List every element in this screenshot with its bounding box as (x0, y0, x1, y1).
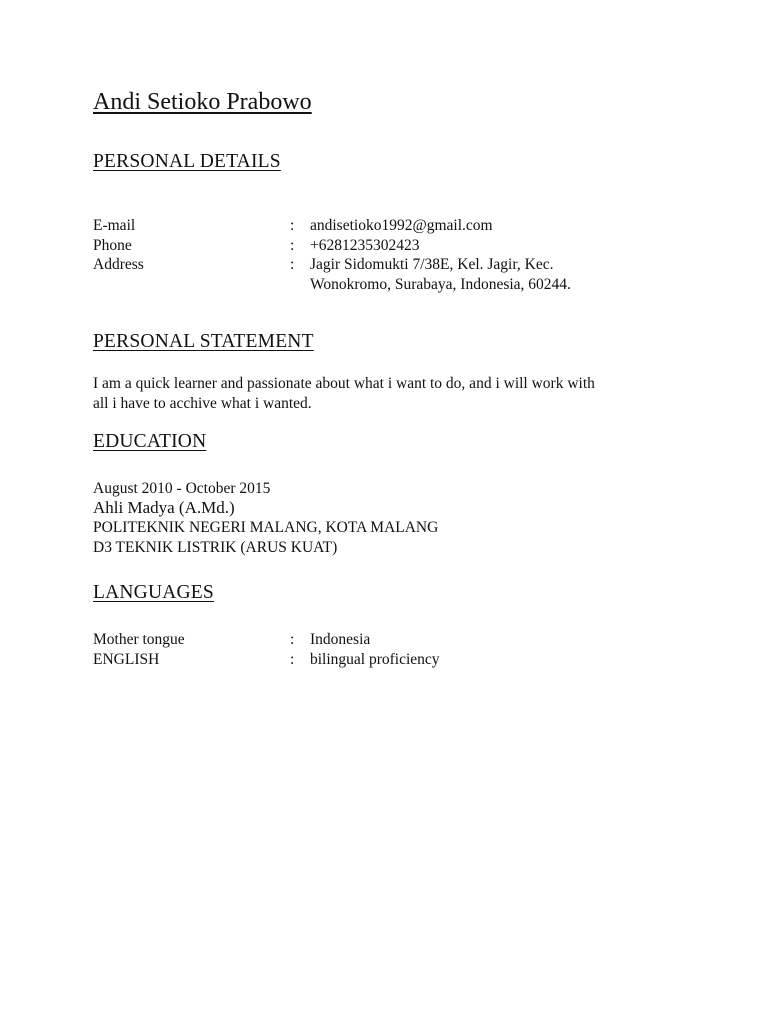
candidate-name: Andi Setioko Prabowo (93, 89, 312, 115)
mother-tongue-separator: : (290, 631, 295, 648)
phone-value: +6281235302423 (310, 236, 420, 254)
education-program: D3 TEKNIK LISTRIK (ARUS KUAT) (93, 539, 338, 556)
address-value-line2: Wonokromo, Surabaya, Indonesia, 60244. (310, 275, 571, 293)
address-separator: : (290, 256, 295, 273)
mother-tongue-value: Indonesia (310, 631, 371, 648)
personal-statement-line1: I am a quick learner and passionate about what i want to do, and i will work with (93, 375, 595, 392)
education-heading: EDUCATION (93, 431, 207, 452)
address-label: Address (93, 256, 144, 273)
personal-details-heading: PERSONAL DETAILS (93, 151, 281, 172)
phone-row (93, 236, 713, 256)
education-institution: POLITEKNIK NEGERI MALANG, KOTA MALANG (93, 519, 439, 536)
education-degree: Ahli Madya (A.Md.) (93, 498, 235, 517)
language-row-english (93, 650, 713, 670)
personal-statement-heading: PERSONAL STATEMENT (93, 331, 314, 352)
english-separator: : (290, 650, 295, 668)
education-period: August 2010 - October 2015 (93, 480, 271, 497)
address-row-continued (93, 275, 713, 295)
english-value: bilingual proficiency (310, 650, 440, 668)
english-label: ENGLISH (93, 650, 160, 668)
address-value-line1: Jagir Sidomukti 7/38E, Kel. Jagir, Kec. (310, 256, 554, 273)
email-label: E-mail (93, 217, 136, 234)
personal-statement-line2: all i have to acchive what i wanted. (93, 394, 312, 412)
mother-tongue-label: Mother tongue (93, 631, 185, 648)
phone-separator: : (290, 236, 295, 254)
email-value: andisetioko1992@gmail.com (310, 217, 493, 234)
phone-label: Phone (93, 236, 132, 254)
language-row-mother-tongue (93, 630, 713, 650)
email-row (93, 216, 713, 236)
address-row (93, 255, 713, 275)
email-separator: : (290, 217, 295, 234)
languages-heading: LANGUAGES (93, 582, 214, 603)
